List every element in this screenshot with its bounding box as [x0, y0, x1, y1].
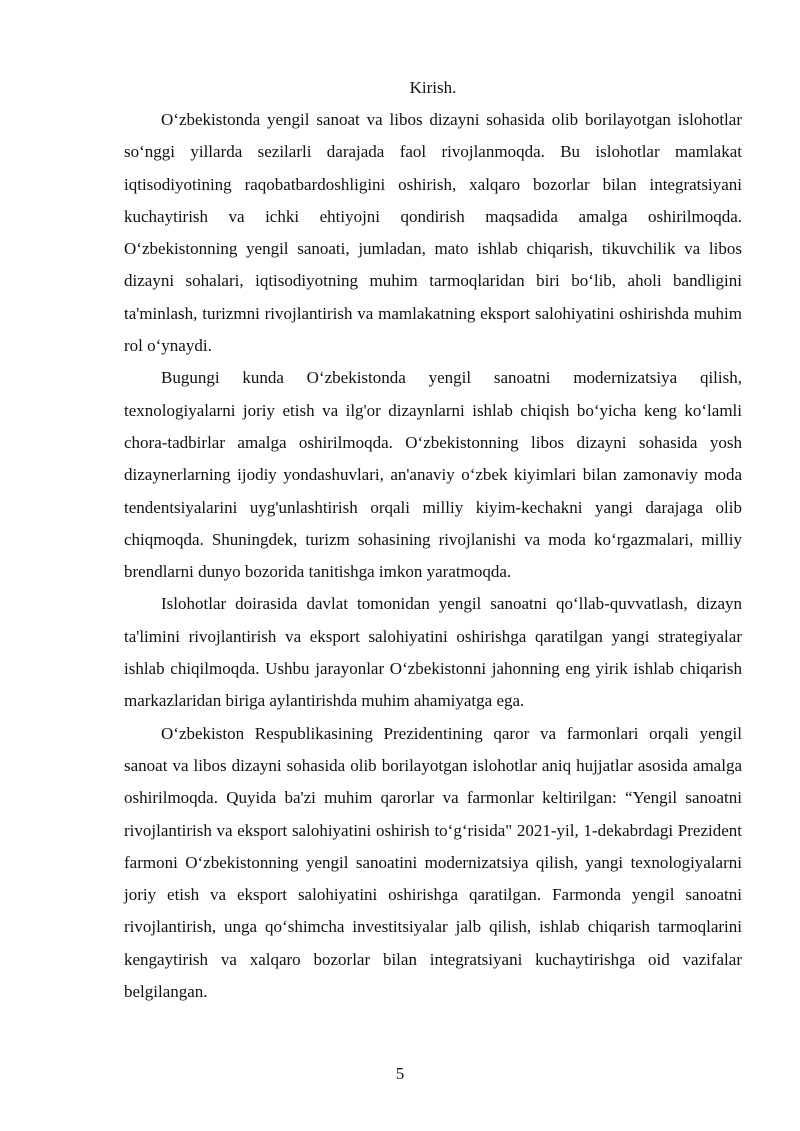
paragraph-4: O‘zbekiston Respublikasining Prezidentining qaror va farmonlari orqali yengil sanoat va libos dizayni sohasida olib borilayotgan islohotlar aniq hujjatlar asosida amalga oshirilmoqda. Quyida ba'zi muhim qarorlar va farmonlar keltirilgan: “Yengil sanoatni rivojlantirish va eksport salohiyatini oshirish to‘g‘risida" 2021-yil, 1-dekabrdagi Prezident farmoni O‘zbekistonning yengil sanoatini modernizatsiya qilish, yangi texnologiyalarni joriy etish va eksport salohiyatini oshirishga qaratilgan. Farmonda yengil sanoatni rivojlantirish, unga qo‘shimcha investitsiyalar jalb qilish, ishlab chiqarish tarmoqlarini kengaytirish va xalqaro bozorlar bilan integratsiyani kuchaytirishga oid vazifalar belgilangan.: [124, 723, 742, 1002]
paragraph-3: Islohotlar doirasida davlat tomonidan yengil sanoatni qo‘llab-quvvatlash, dizayn ta'limini rivojlantirish va eksport salohiyatini oshirishga qaratilgan yangi strategiyalar ishlab chiqilmoqda. Ushbu jarayonlar O‘zbekistonni jahonning eng yirik ishlab chiqarish markazlaridan biriga aylantirishda muhim ahamiyatga ega.: [124, 594, 742, 711]
document-page: [124, 72, 742, 1008]
paragraph-1: O‘zbekistonda yengil sanoat va libos dizayni sohasida olib borilayotgan islohotlar so‘nggi yillarda sezilarli darajada faol rivojlanmoqda. Bu islohotlar mamlakat iqtisodiyotining raqobatbardoshligini oshirish, xalqaro bozorlar bilan integratsiyani kuchaytirish va ichki ehtiyojni qondirish maqsadida amalga oshirilmoqda. O‘zbekistonning yengil sanoati, jumladan, mato ishlab chiqarish, tikuvchilik va libos dizayni sohalari, iqtisodiyotning muhim tarmoqlaridan biri bo‘lib, aholi bandligini ta'minlash, turizmni rivojlantirish va mamlakatning eksport salohiyatini oshirishda muhim rol o‘ynaydi.: [124, 110, 742, 356]
section-title: Kirish.: [409, 78, 457, 97]
page-number: 5: [395, 1064, 405, 1083]
paragraph-2: Bugungi kunda O‘zbekistonda yengil sanoatni modernizatsiya qilish, texnologiyalarni joriy etish va ilg'or dizaynlarni ishlab chiqish bo‘yicha keng ko‘lamli chora-tadbirlar amalga oshirilmoqda. O‘zbekistonning libos dizayni sohasida yosh dizaynerlarning ijodiy yondashuvlari, an'anaviy o‘zbek kiyimlari bilan zamonaviy moda tendentsiyalarini uyg'unlashtirish orqali milliy kiyim-kechakni yangi darajaga olib chiqmoqda. Shuningdek, turizm sohasining rivojlanishi va moda ko‘rgazmalari, milliy brendlarni dunyo bozorida tanitishga imkon yaratmoqda.: [124, 368, 742, 582]
